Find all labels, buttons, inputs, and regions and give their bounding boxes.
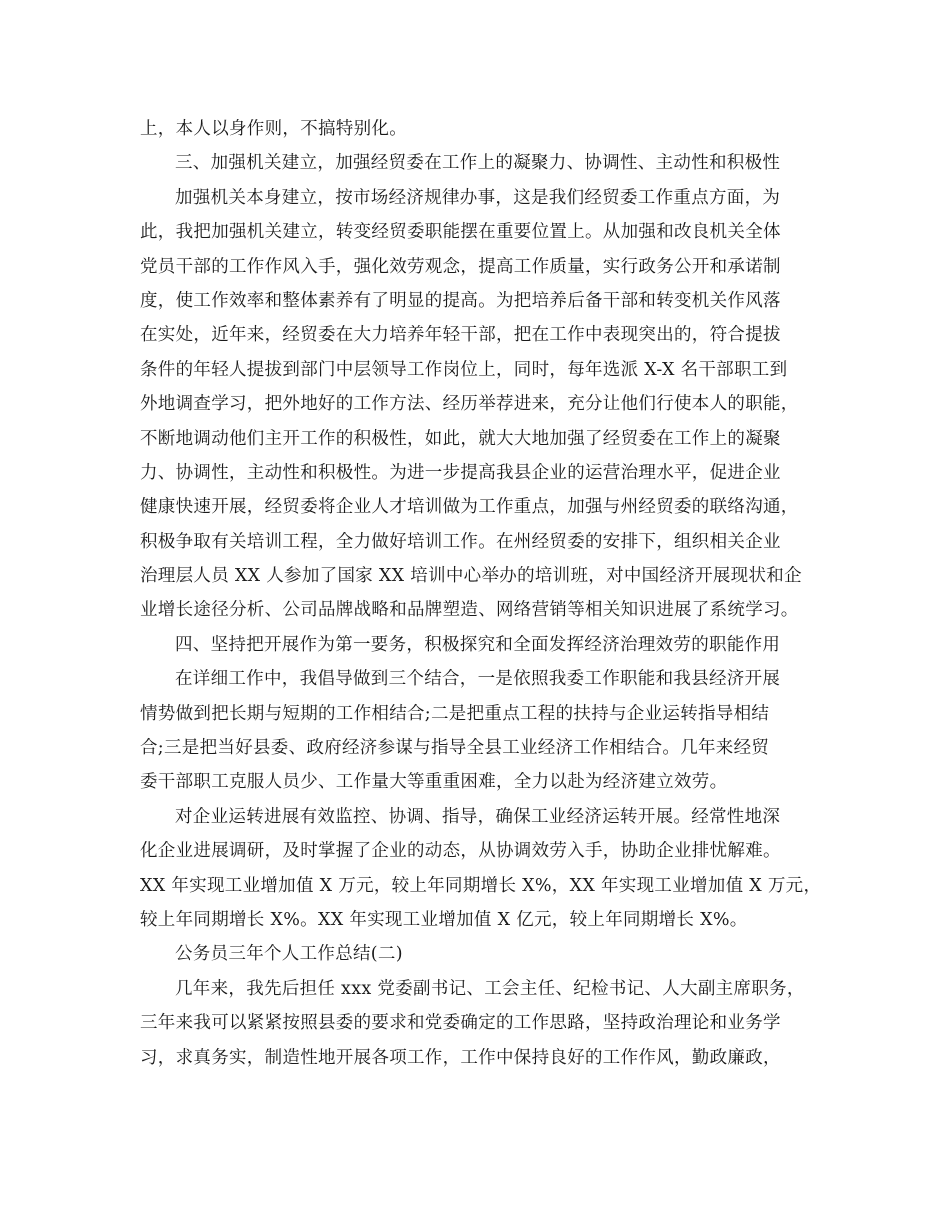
text-line: 不断地调动他们主开工作的积极性，如此，就大大地加强了经贸委在工作上的凝聚 [140,428,781,449]
text-line: 习，求真务实，制造性地开展各项工作，工作中保持良好的工作作风，勤政廉政， [140,1047,781,1068]
text-line: 度，使工作效率和整体素养有了明显的提高。为把培养后备干部和转变机关作风落 [140,290,781,311]
text-line: 情势做到把长期与短期的工作相结合;二是把重点工程的扶持与企业运转指导相结 [140,703,770,724]
text-line: 业增长途径分析、公司品牌战略和品牌塑造、网络营销等相关知识进展了系统学习。 [140,600,799,621]
text-line: 委干部职工克服人员少、工作量大等重重困难，全力以赴为经济建立效劳。 [140,772,728,793]
text-line: 对企业运转进展有效监控、协调、指导，确保工业经济运转开展。经常性地深 [175,806,781,827]
document-body [140,112,830,1075]
text-line: 在实处，近年来，经贸委在大力培养年轻干部，把在工作中表现突出的，符合提拔 [140,325,781,346]
text-line: 化企业进展调研，及时掌握了企业的动态，从协调效劳入手，协助企业排忧解难。 [140,841,781,862]
text-line: 外地调查学习，把外地好的工作方法、经历举荐进来，充分让他们行使本人的职能， [140,394,799,415]
text-line: 合;三是把当好县委、政府经济参谋与指导全县工业经济工作相结合。几年来经贸 [140,738,770,759]
text-line: 较上年同期增长 X%。XX 年实现工业增加值 X 亿元，较上年同期增长 X%。 [140,909,748,930]
text-line: 几年来，我先后担任 xxx 党委副书记、工会主任、纪检书记、人大副主席职务， [175,978,805,999]
text-line: 条件的年轻人提拔到部门中层领导工作岗位上，同时，每年选派 X-X 名干部职工到 [140,359,788,380]
text-line: 上，本人以身作则，不搞特别化。 [140,119,407,139]
text-line: 力、协调性，主动性和积极性。为进一步提高我县企业的运营治理水平，促进企业 [140,462,781,483]
section-heading: 四、坚持把开展作为第一要务，积极探究和全面发挥经济治理效劳的职能作用 [175,634,781,655]
document-subtitle: 公务员三年个人工作总结(二) [175,944,403,965]
text-line: 加强机关本身建立，按市场经济规律办事，这是我们经贸委工作重点方面，为 [175,187,781,208]
text-line: 党员干部的工作作风入手，强化效劳观念，提高工作质量，实行政务公开和承诺制 [140,256,781,277]
text-line: 此，我把加强机关建立，转变经贸委职能摆在重要位置上。从加强和改良机关全体 [140,222,781,243]
text-line: 在详细工作中，我倡导做到三个结合，一是依照我委工作职能和我县经济开展 [175,669,781,690]
section-heading: 三、加强机关建立，加强经贸委在工作上的凝聚力、协调性、主动性和积极性 [175,153,781,174]
text-line: XX 年实现工业增加值 X 万元，较上年同期增长 X%，XX 年实现工业增加值 X 万元， [140,875,822,896]
text-line: 健康快速开展，经贸委将企业人才培训做为工作重点，加强与州经贸委的联络沟通， [140,497,799,518]
text-line: 积极争取有关培训工程，全力做好培训工作。在州经贸委的安排下，组织相关企业 [140,531,781,552]
text-line: 治理层人员 XX 人参加了国家 XX 培训中心举办的培训班，对中国经济开展现状和企 [140,566,802,587]
text-line: 三年来我可以紧紧按照县委的要求和党委确定的工作思路，坚持政治理论和业务学 [140,1013,781,1034]
